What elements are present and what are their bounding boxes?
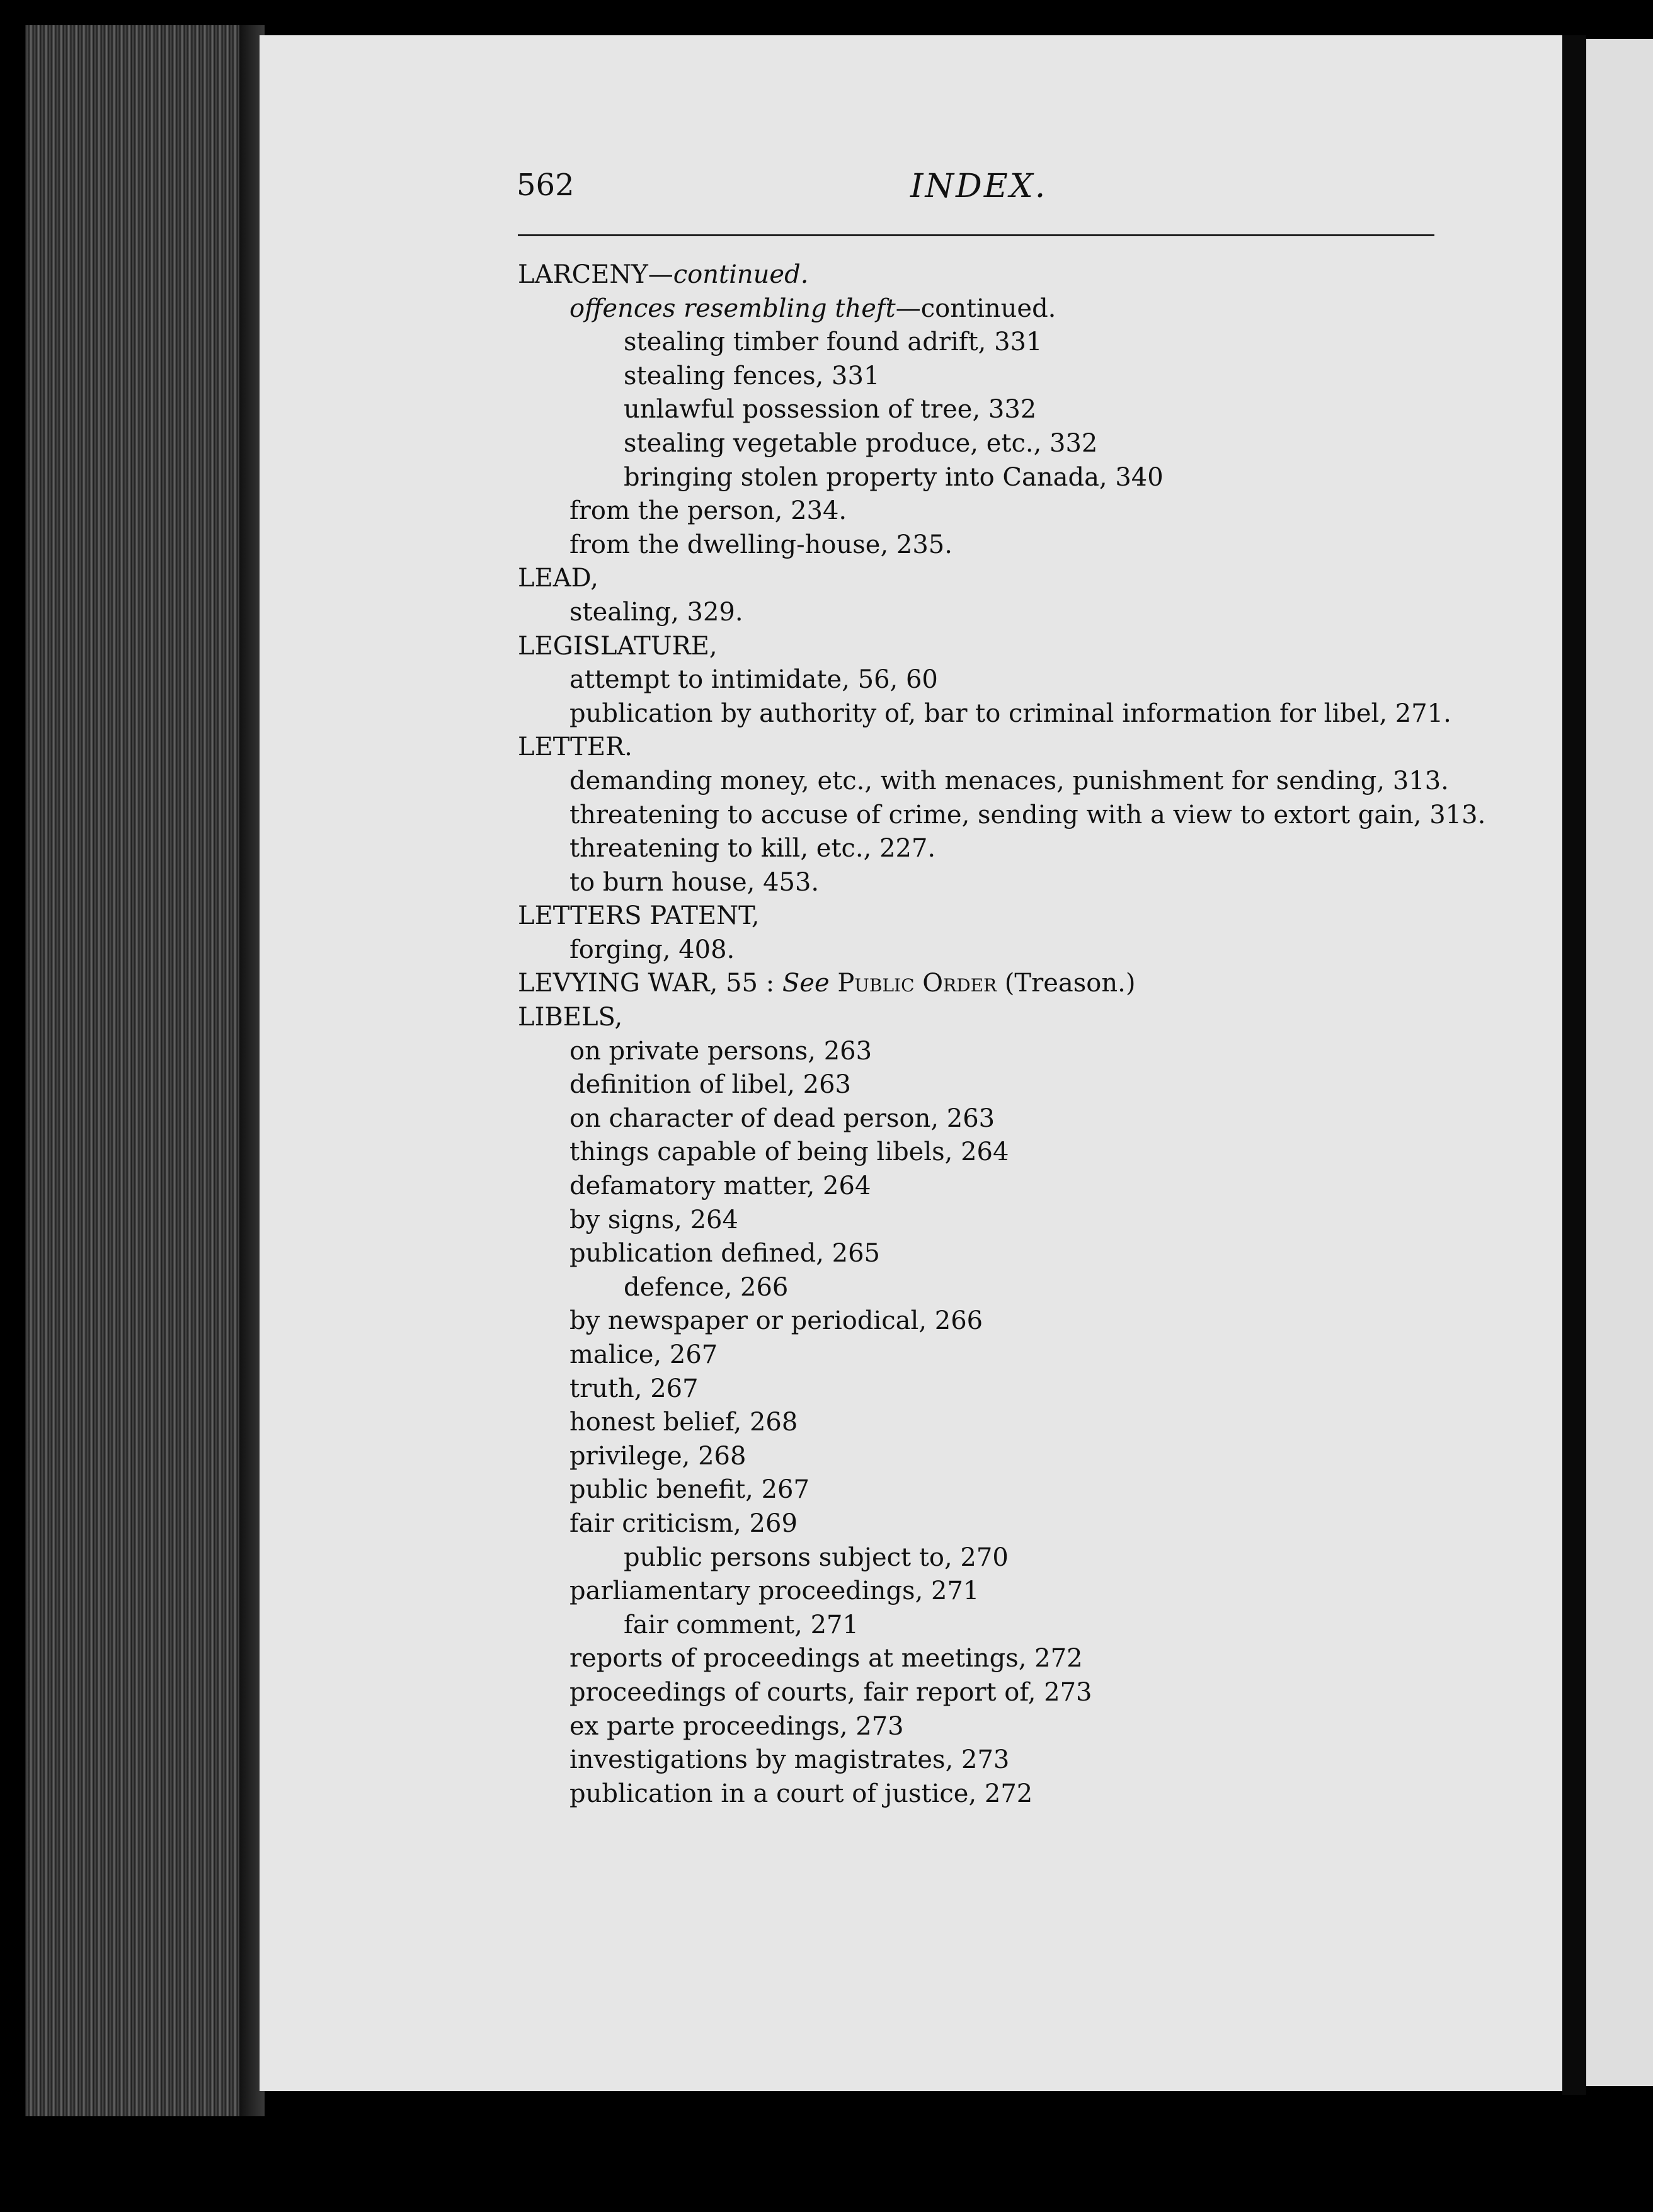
index-subentry: from the dwelling-house, 235. — [569, 530, 952, 559]
facing-page-edge — [1586, 39, 1653, 2086]
index-subentry: defamatory matter, 264 — [569, 1172, 871, 1201]
index-subentry: to burn house, 453. — [569, 867, 820, 897]
index-subsubentry: stealing timber found adrift, 331 — [624, 328, 1043, 357]
index-list — [518, 258, 1486, 1811]
index-heading-larceny: LARCENY—continued. — [518, 260, 809, 289]
index-subentry: malice, 267 — [569, 1340, 718, 1369]
index-subentry: privilege, 268 — [569, 1441, 746, 1471]
index-heading-lead: LEAD, — [518, 564, 599, 593]
index-subsubentry: stealing fences, 331 — [624, 361, 880, 391]
index-subsubentry: stealing vegetable produce, etc., 332 — [624, 428, 1098, 458]
index-subentry: from the person, 234. — [569, 496, 847, 526]
index-subsubentry: bringing stolen property into Canada, 340 — [624, 462, 1164, 492]
index-subentry: forging, 408. — [569, 935, 735, 964]
index-subentry: proceedings of courts, fair report of, 273 — [569, 1677, 1092, 1707]
index-subentry: by signs, 264 — [569, 1205, 738, 1234]
index-subsubentry: defence, 266 — [624, 1272, 789, 1302]
index-subentry: threatening to accuse of crime, sending with a view to extort gain, 313. — [569, 800, 1486, 830]
index-subentry: parliamentary proceedings, 271 — [569, 1576, 980, 1606]
index-heading-letter: LETTER. — [518, 733, 632, 762]
index-subentry: definition of libel, 263 — [569, 1070, 851, 1100]
page-header — [517, 168, 1436, 212]
page-title: INDEX. — [910, 168, 1048, 205]
index-heading-legislature: LEGISLATURE, — [518, 631, 718, 661]
index-subentry: ex parte proceedings, 273 — [569, 1711, 904, 1741]
index-subentry: publication in a court of justice, 272 — [569, 1779, 1033, 1808]
page-number: 562 — [517, 168, 575, 203]
index-subsubentry: fair comment, 271 — [624, 1610, 859, 1639]
index-subentry: demanding money, etc., with menaces, punishment for sending, 313. — [569, 766, 1449, 795]
index-subentry: on private persons, 263 — [569, 1036, 872, 1066]
index-subentry: reports of proceedings at meetings, 272 — [569, 1644, 1083, 1673]
index-subentry: on character of dead person, 263 — [569, 1103, 995, 1133]
index-subentry: publication by authority of, bar to criminal information for libel, 271. — [569, 698, 1451, 728]
index-subentry: things capable of being libels, 264 — [569, 1137, 1009, 1167]
index-subentry: fair criticism, 269 — [569, 1508, 798, 1538]
index-subentry: stealing, 329. — [569, 597, 743, 627]
index-subentry: by newspaper or periodical, 266 — [569, 1306, 983, 1336]
index-subentry: public benefit, 267 — [569, 1475, 809, 1505]
index-heading-libels: LIBELS, — [518, 1003, 623, 1032]
index-subentry: investigations by magistrates, 273 — [569, 1745, 1010, 1775]
index-subsubentry: public persons subject to, 270 — [624, 1542, 1009, 1572]
index-subentry: attempt to intimidate, 56, 60 — [569, 665, 938, 695]
index-heading-levying-war: LEVYING WAR, 55 : See Public Order (Treason.) — [518, 969, 1136, 998]
index-subsubentry: unlawful possession of tree, 332 — [624, 395, 1037, 425]
page-gap — [1562, 35, 1586, 2095]
index-subentry: offences resembling theft—continued. — [569, 294, 1056, 323]
index-subentry: publication defined, 265 — [569, 1239, 881, 1268]
header-rule — [518, 234, 1434, 236]
index-subentry: threatening to kill, etc., 227. — [569, 834, 936, 864]
book-spine-edge — [25, 25, 260, 2116]
index-subentry: honest belief, 268 — [569, 1408, 798, 1437]
index-heading-letters-patent: LETTERS PATENT, — [518, 901, 760, 931]
index-subentry: truth, 267 — [569, 1374, 699, 1403]
